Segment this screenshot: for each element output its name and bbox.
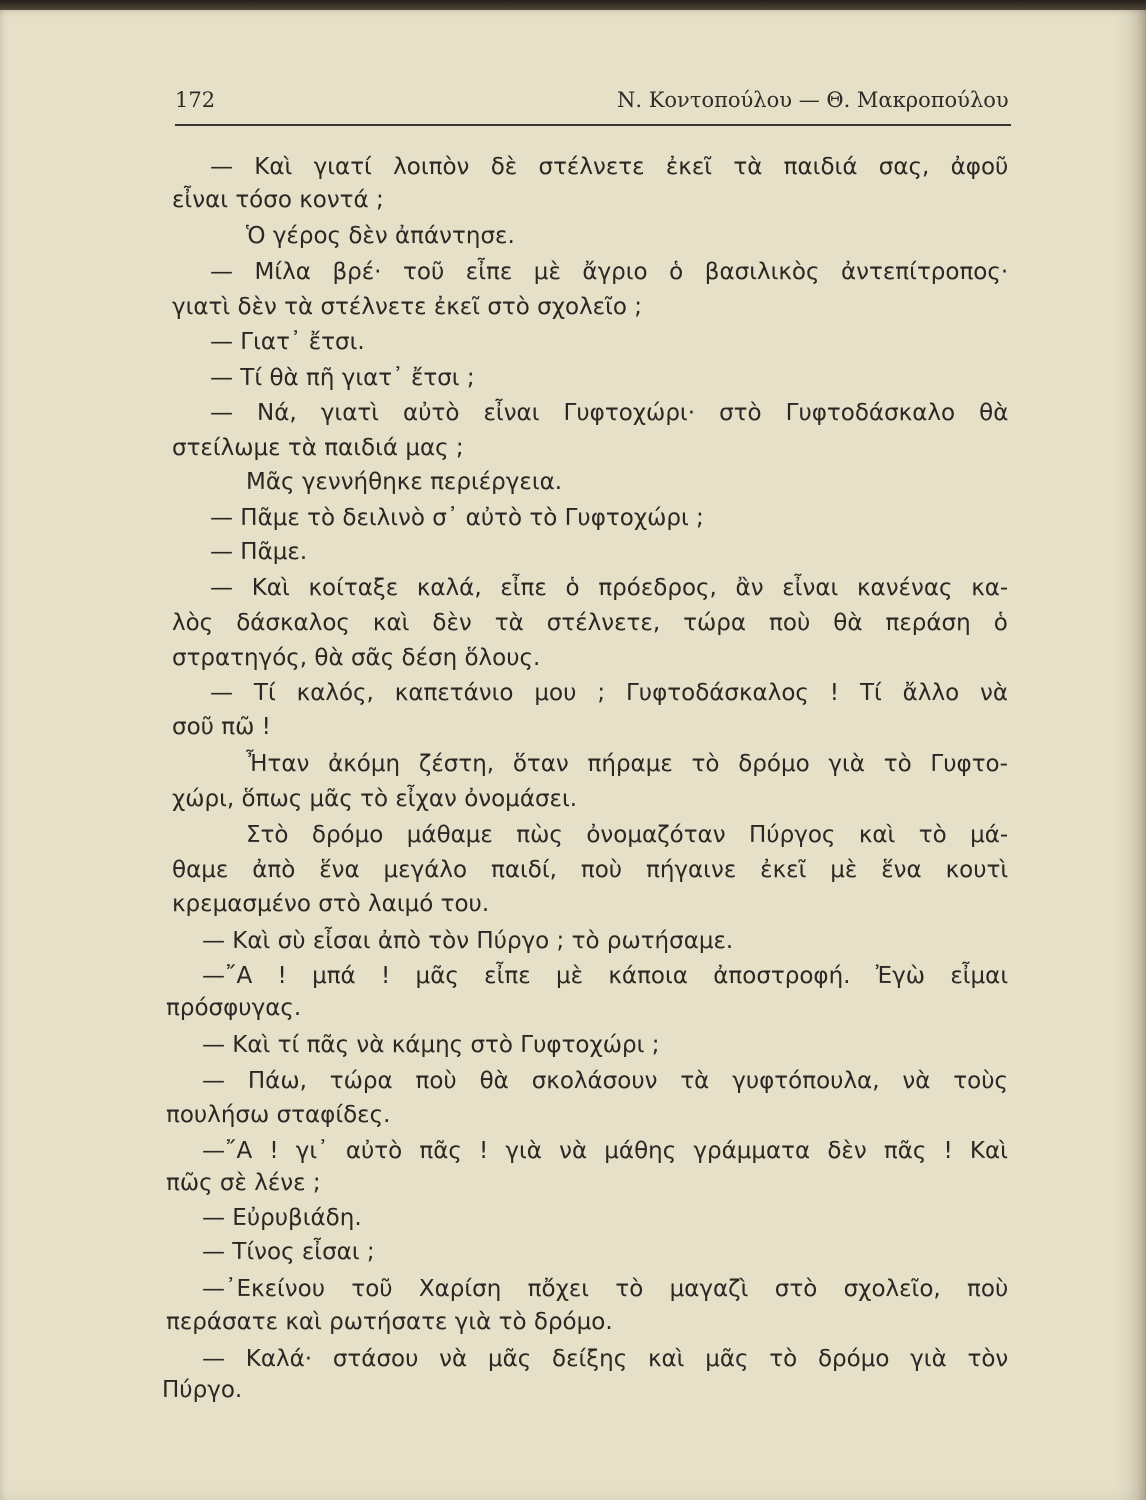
text-line: — Καλά· στάσου νὰ μᾶς δείξης καὶ μᾶς τὸ δρόμο γιὰ τὸν	[202, 1346, 1009, 1372]
text-line: — Πᾶμε τὸ δειλινὸ σ᾽ αὐτὸ τὸ Γυφτοχώρι ;	[210, 505, 704, 531]
text-line: Ἦταν ἀκόμη ζέστη, ὅταν πήραμε τὸ δρόμο γιὰ τὸ Γυφτο-	[246, 751, 1008, 777]
text-line: θαμε ἀπὸ ἕνα μεγάλο παιδί, ποὺ πήγαινε ἐκεῖ μὲ ἕνα κουτὶ	[172, 857, 1009, 883]
text-line: — Τί θὰ πῆ γιατ᾽ ἔτσι ;	[210, 365, 475, 391]
text-line: — Πάω, τώρα ποὺ θὰ σκολάσουν τὰ γυφτόπουλα, νὰ τοὺς	[202, 1068, 1009, 1094]
text-line: χώρι, ὅπως μᾶς τὸ εἶχαν ὀνομάσει.	[172, 786, 578, 812]
page-number: 172	[175, 88, 216, 112]
text-line: Πύργο.	[162, 1377, 243, 1403]
text-line: — Νά, γιατὶ αὐτὸ εἶναι Γυφτοχώρι· στὸ Γυφτοδάσκαλο θὰ	[210, 400, 1009, 426]
text-line: — Γιατ᾽ ἔτσι.	[210, 329, 365, 355]
text-line: — Πᾶμε.	[210, 539, 308, 565]
text-line: —῎Α ! μπά ! μᾶς εἶπε μὲ κάποια ἀποστροφή. Ἐγὼ εἶμαι	[202, 963, 1009, 989]
text-line: — Καὶ γιατί λοιπὸν δὲ στέλνετε ἐκεῖ τὰ παιδιά σας, ἀφοῦ	[210, 154, 1009, 180]
text-line: κρεμασμένο στὸ λαιμό του.	[172, 891, 490, 917]
text-line: πουλήσω σταφίδες.	[166, 1102, 391, 1128]
text-line: Στὸ δρόμο μάθαμε πὼς ὀνομαζόταν Πύργος καὶ τὸ μά-	[246, 822, 1009, 848]
text-line: γιατὶ δὲν τὰ στέλνετε ἐκεῖ στὸ σχολεῖο ;	[172, 294, 643, 320]
text-line: σοῦ πῶ !	[172, 714, 271, 740]
text-line: — Καὶ τί πᾶς νὰ κάμης στὸ Γυφτοχώρι ;	[202, 1032, 660, 1058]
text-line: περάσατε καὶ ρωτήσατε γιὰ τὸ δρόμο.	[166, 1309, 613, 1335]
text-line: — Τίνος εἶσαι ;	[202, 1239, 375, 1265]
running-title: Ν. Κοντοπούλου — Θ. Μακροπούλου	[617, 88, 1009, 112]
text-line: —῎Α ! γι᾽ αὐτὸ πᾶς ! γιὰ νὰ μάθης γράμματα δὲν πᾶς ! Καὶ	[202, 1138, 1008, 1164]
text-line: στείλωμε τὰ παιδιά μας ;	[172, 435, 464, 461]
text-line: στρατηγός, θὰ σᾶς δέση ὅλους.	[172, 645, 541, 671]
text-line: — Καὶ σὺ εἶσαι ἀπὸ τὸν Πύργο ; τὸ ρωτήσαμε.	[202, 928, 734, 954]
text-line: — Μίλα βρέ· τοῦ εἶπε μὲ ἄγριο ὁ βασιλικὸς ἀντεπίτροπος·	[210, 259, 1009, 285]
text-line: Μᾶς γεννήθηκε περιέργεια.	[246, 469, 563, 495]
text-line: λὸς δάσκαλος καὶ δὲν τὰ στέλνετε, τώρα ποὺ θὰ περάση ὁ	[172, 610, 1008, 636]
text-line: — Καὶ κοίταξε καλά, εἶπε ὁ πρόεδρος, ἂν εἶναι κανένας κα-	[210, 575, 1009, 601]
text-line: — Εὐρυβιάδη.	[202, 1205, 362, 1231]
text-line: — Τί καλός, καπετάνιο μου ; Γυφτοδάσκαλος ! Τί ἄλλο νὰ	[210, 680, 1009, 706]
text-line: πρόσφυγας.	[166, 995, 302, 1021]
text-line: Ὁ γέρος δὲν ἀπάντησε.	[246, 223, 515, 249]
text-line: —᾽Εκείνου τοῦ Χαρίση πὄχει τὸ μαγαζὶ στὸ σχολεῖο, ποὺ	[202, 1276, 1009, 1302]
text-line: πῶς σὲ λένε ;	[166, 1170, 321, 1196]
text-line: εἶναι τόσο κοντά ;	[172, 187, 384, 213]
